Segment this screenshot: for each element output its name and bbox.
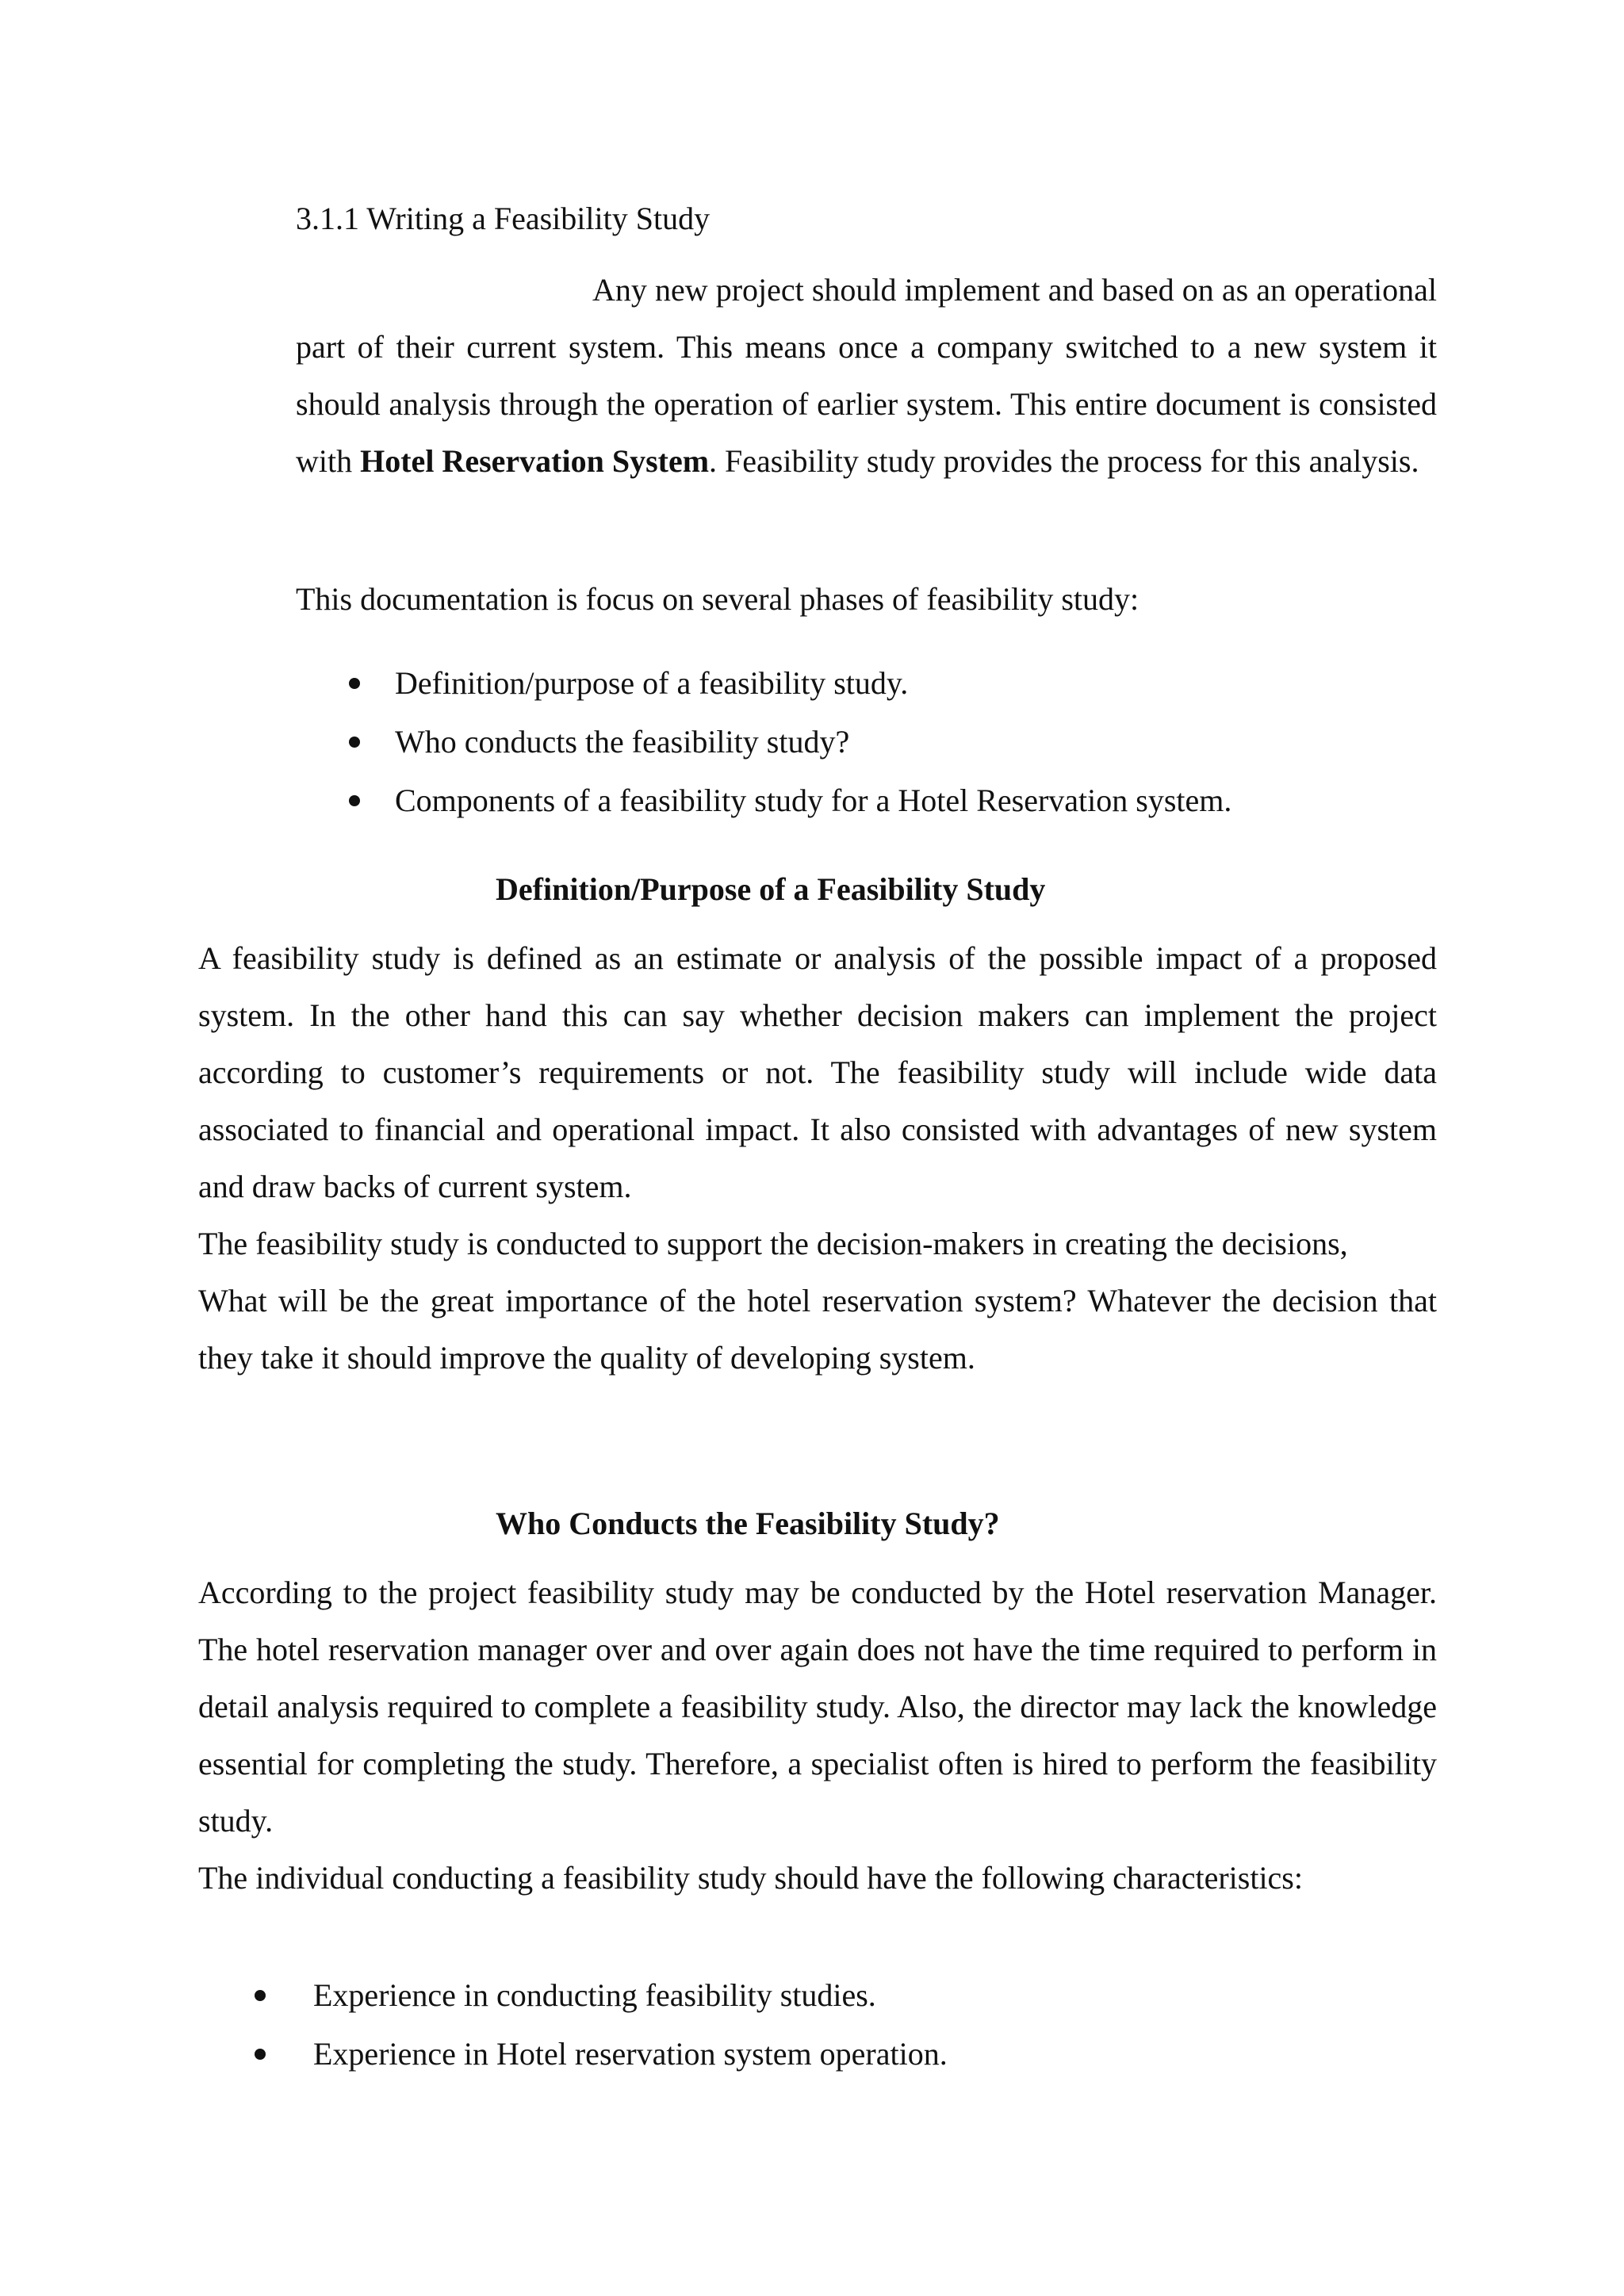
characteristic-text: Experience in conducting feasibility studies. — [313, 1977, 876, 2013]
list-item — [395, 771, 1426, 830]
intro-bold-system-name: Hotel Reservation System — [360, 443, 710, 479]
list-item — [395, 713, 1426, 771]
bullet-icon — [349, 737, 360, 748]
who-paragraph-1: According to the project feasibility study may be conducted by the Hotel reservation Manager. The hotel reservation manager over and over again does not have the time required to perform in detail analysis required to complete a feasibility study. Also, the director may lack the knowledge essential for completing the study. Therefore, a specialist often is hired to perform the feasibility study. — [198, 1575, 1437, 1839]
who-paragraph-2: The individual conducting a feasibility study should have the following characteristics: — [198, 1860, 1303, 1896]
bullet-icon — [349, 678, 360, 689]
phase-text: Components of a feasibility study for a Hotel Reservation system. — [395, 783, 1232, 818]
phases-list — [395, 654, 1426, 830]
characteristic-text: Experience in Hotel reservation system operation. — [313, 2036, 948, 2072]
bullet-icon — [255, 1990, 266, 2001]
intro-text-end: . Feasibility study provides the process for this analysis. — [709, 443, 1419, 479]
intro-text-start: Any new project should implement and based on as an operational part of their current system. This means once a company switched to a new system it should analysis through the operation of earlier system. This entire document is consisted with — [296, 272, 1437, 479]
definition-paragraph-1: A feasibility study is defined as an estimate or analysis of the possible impact of a proposed system. In the other hand this can say whether decision makers can implement the project according to customer’s requirements or not. The feasibility study will include wide data associated to financial and operational impact. It also consisted with advantages of new system and draw backs of current system. — [198, 940, 1437, 1204]
phase-text: Definition/purpose of a feasibility study. — [395, 665, 909, 701]
phases-intro: This documentation is focus on several phases of feasibility study: — [296, 581, 1139, 617]
definition-paragraph-2-line-1: The feasibility study is conducted to support the decision-makers in creating the decisions, — [198, 1226, 1348, 1261]
list-item — [313, 2025, 1423, 2084]
bullet-icon — [349, 795, 360, 806]
phase-text: Who conducts the feasibility study? — [395, 724, 850, 760]
definition-heading: Definition/Purpose of a Feasibility Study — [496, 871, 1046, 907]
characteristics-list — [313, 1966, 1423, 2084]
who-heading: Who Conducts the Feasibility Study? — [496, 1506, 1000, 1541]
intro-paragraph — [296, 262, 1437, 490]
list-item — [313, 1966, 1423, 2025]
definition-paragraph-2-rest: What will be the great importance of the hotel reservation system? Whatever the decision that they take it should improve the quality of developing system. — [198, 1283, 1437, 1376]
list-item — [395, 654, 1426, 713]
bullet-icon — [255, 2049, 266, 2060]
section-title: 3.1.1 Writing a Feasibility Study — [296, 201, 710, 236]
